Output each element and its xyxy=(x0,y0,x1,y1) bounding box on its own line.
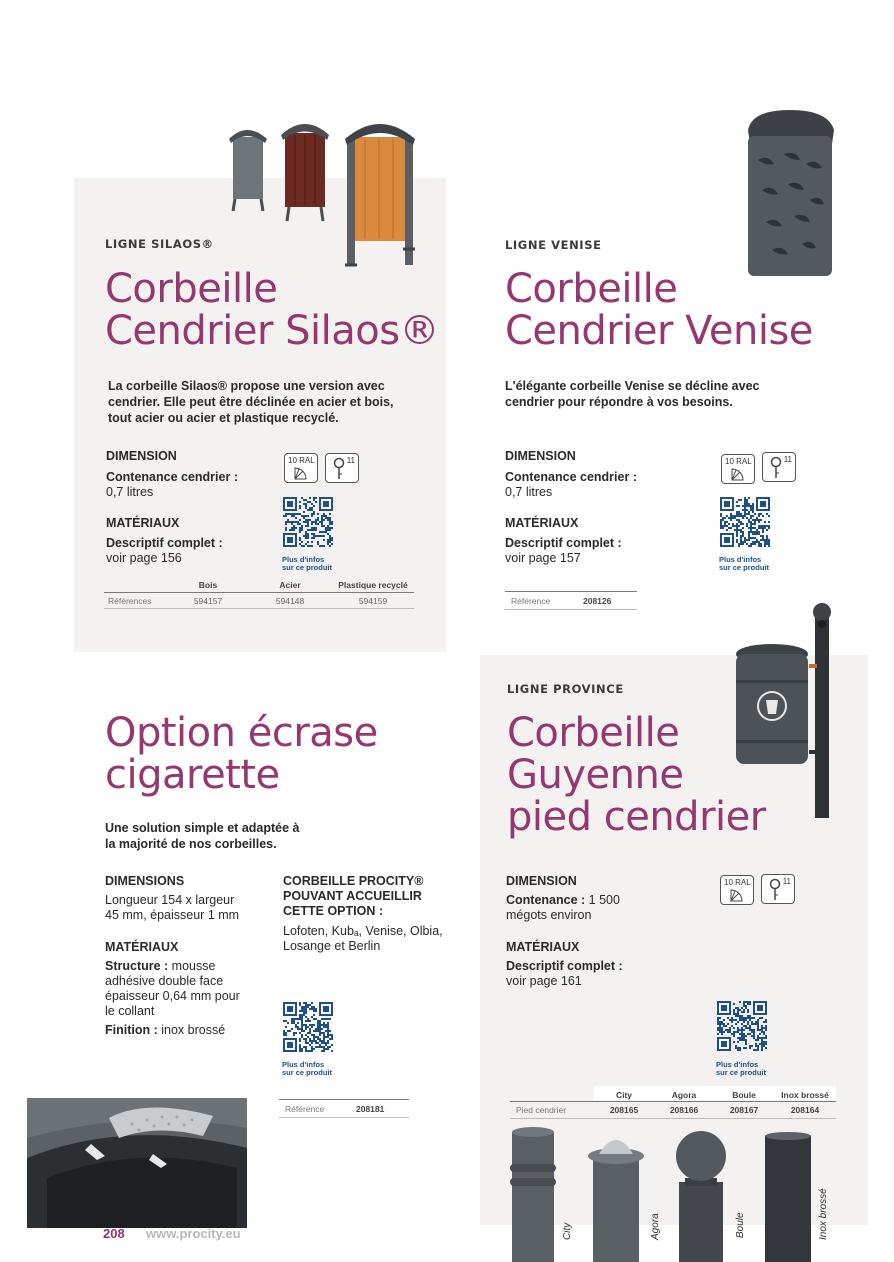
venise-contenance-label: Contenance cendrier : xyxy=(505,470,637,484)
venise-descriptif-label: Descriptif complet : xyxy=(505,536,622,550)
ref-value-boule: 208167 xyxy=(729,1105,759,1115)
ref-row-label: Références xyxy=(108,596,152,606)
option-dimensions-value: Longueur 154 x largeur 45 mm, épaisseur 1 mm xyxy=(105,893,240,922)
ref-divider xyxy=(104,592,414,593)
province-descriptif-label: Descriptif complet : xyxy=(506,959,623,973)
key-badge-number: 11 xyxy=(783,455,792,464)
ral-badge-label: 10 RAL xyxy=(724,878,751,887)
silaos-reference-table xyxy=(104,578,414,610)
option-qr-code[interactable] xyxy=(283,1002,333,1052)
pole-city-image xyxy=(508,1126,558,1262)
key-badge-number: 11 xyxy=(346,456,355,465)
palette-icon xyxy=(730,888,746,902)
venise-ral-badge xyxy=(721,454,755,484)
qr-caption-line-1: Plus d'infos xyxy=(716,1060,759,1069)
venise-qr-caption xyxy=(719,556,769,572)
option-materiaux-heading: MATÉRIAUX xyxy=(105,940,179,954)
pole-label-agora: Agora xyxy=(650,1213,661,1240)
ref-row-label: Référence xyxy=(285,1104,325,1114)
ref-header-city: City xyxy=(615,1090,633,1100)
venise-reference-table xyxy=(505,591,637,611)
ref-value-agora: 208166 xyxy=(669,1105,699,1115)
option-compat-value: Lofoten, Kubₐ, Venise, Olbia, Losange et Berlin xyxy=(283,924,443,953)
key-icon xyxy=(332,457,346,481)
key-badge-number: 11 xyxy=(782,877,791,886)
ref-row-label: Pied cendrier xyxy=(516,1105,567,1115)
qr-caption-line-1: Plus d'infos xyxy=(282,1060,325,1069)
venise-product-image xyxy=(742,110,838,282)
pole-label-city: City xyxy=(562,1222,573,1240)
option-qr-caption xyxy=(282,1061,332,1077)
option-reference-table xyxy=(279,1099,409,1119)
option-compat-heading: CORBEILLE PROCITY® POUVANT ACCUEILLIR CETTE OPTION : xyxy=(283,874,424,918)
option-intro: Une solution simple et adaptée à la majorité de nos corbeilles. xyxy=(105,821,300,851)
ral-badge-label: 10 RAL xyxy=(725,457,752,466)
venise-contenance-value: 0,7 litres xyxy=(505,485,553,499)
silaos-eyebrow: LIGNE SILAOS® xyxy=(105,237,214,251)
ref-divider-bottom xyxy=(104,608,414,609)
website-link[interactable]: www.procity.eu xyxy=(146,1226,241,1241)
ref-value-acier: 594148 xyxy=(275,596,305,606)
ref-header-acier: Acier xyxy=(279,580,301,590)
option-title: Option écrase cigarette xyxy=(105,710,378,798)
qr-caption-line-2: sur ce produit xyxy=(282,1068,333,1077)
ref-value-inox: 208164 xyxy=(790,1105,820,1115)
finition-label: Finition : xyxy=(105,1023,158,1037)
ref-divider-bottom xyxy=(505,609,637,610)
province-contenance xyxy=(506,893,636,923)
ref-divider xyxy=(279,1099,409,1100)
contenance-label: Contenance : xyxy=(506,893,586,907)
pole-inox-image xyxy=(763,1132,813,1262)
silaos-product-image xyxy=(225,115,425,275)
venise-title: Corbeille Cendrier Venise xyxy=(505,266,813,354)
structure-value: mousse adhésive double face épaisseur 0,64 mm pour le collant xyxy=(105,959,240,1018)
ref-header-boule: Boule xyxy=(732,1090,756,1100)
venise-descriptif-value: voir page 157 xyxy=(505,551,581,565)
ref-divider-bottom xyxy=(510,1118,836,1119)
ref-row-label: Référence xyxy=(511,596,551,606)
silaos-qr-caption xyxy=(282,556,332,572)
qr-caption-line-1: Plus d'infos xyxy=(719,555,762,564)
silaos-dimension-heading: DIMENSION xyxy=(106,449,177,463)
palette-icon xyxy=(731,467,747,481)
venise-materiaux-heading: MATÉRIAUX xyxy=(505,516,579,530)
silaos-key-badge xyxy=(325,453,359,483)
venise-key-badge xyxy=(762,452,796,482)
silaos-materiaux-heading: MATÉRIAUX xyxy=(106,516,180,530)
venise-eyebrow: LIGNE VENISE xyxy=(505,238,602,252)
ref-value-plastique: 594159 xyxy=(358,596,388,606)
province-key-badge xyxy=(761,874,795,904)
ref-header-inox: Inox brossé xyxy=(781,1090,829,1100)
option-finition xyxy=(105,1023,225,1038)
pole-label-boule: Boule xyxy=(735,1212,746,1238)
ref-divider xyxy=(505,591,637,592)
province-dimension-heading: DIMENSION xyxy=(506,874,577,888)
province-ral-badge xyxy=(720,875,754,905)
qr-caption-line-2: sur ce produit xyxy=(716,1068,767,1077)
ref-value-bois: 594157 xyxy=(193,596,223,606)
silaos-intro: La corbeille Silaos® propose une version avec cendrier. Elle peut être déclinée en acier et bois, tout acier ou acier et plastique recyclé. xyxy=(108,379,394,425)
qr-caption-line-2: sur ce produit xyxy=(719,563,770,572)
palette-icon xyxy=(294,466,310,480)
province-eyebrow: LIGNE PROVINCE xyxy=(507,682,624,696)
province-qr-caption xyxy=(716,1061,766,1077)
option-structure xyxy=(105,959,250,1019)
ref-divider xyxy=(510,1101,836,1102)
pole-label-inox: Inox brossé xyxy=(818,1188,829,1240)
contenance-value: 1 500 mégots environ xyxy=(506,893,620,922)
qr-caption-line-2: sur ce produit xyxy=(282,563,333,572)
qr-caption-line-1: Plus d'infos xyxy=(282,555,325,564)
key-icon xyxy=(769,456,783,480)
silaos-qr-code[interactable] xyxy=(283,497,333,547)
ref-header-bois: Bois xyxy=(198,580,218,590)
province-materiaux-heading: MATÉRIAUX xyxy=(506,940,580,954)
province-qr-code[interactable] xyxy=(717,1001,767,1051)
ref-divider-bottom xyxy=(279,1117,409,1118)
venise-intro: L'élégante corbeille Venise se décline avec cendrier pour répondre à vos besoins. xyxy=(505,379,760,409)
ref-value-city: 208165 xyxy=(609,1105,639,1115)
ref-header-plastique: Plastique recyclé xyxy=(338,580,408,590)
silaos-ral-badge xyxy=(284,453,318,483)
venise-qr-code[interactable] xyxy=(720,497,770,547)
ref-header-agora: Agora xyxy=(671,1090,697,1100)
structure-label: Structure : xyxy=(105,959,169,973)
silaos-descriptif-value: voir page 156 xyxy=(106,551,182,565)
key-icon xyxy=(768,878,782,902)
ral-badge-label: 10 RAL xyxy=(288,456,315,465)
page-number: 208 xyxy=(103,1226,125,1241)
province-descriptif-value: voir page 161 xyxy=(506,974,582,988)
ref-value: 208126 xyxy=(583,596,612,606)
option-product-image xyxy=(27,1098,247,1228)
pole-agora-image xyxy=(587,1132,645,1262)
province-reference-table xyxy=(510,1086,836,1120)
option-dimensions-heading: DIMENSIONS xyxy=(105,874,185,888)
finition-value: inox brossé xyxy=(157,1023,226,1037)
ref-value: 208181 xyxy=(356,1104,385,1114)
silaos-title: Corbeille Cendrier Silaos® xyxy=(105,266,440,354)
silaos-contenance-label: Contenance cendrier : xyxy=(106,470,238,484)
silaos-contenance-value: 0,7 litres xyxy=(106,485,154,499)
pole-boule-image xyxy=(673,1130,729,1262)
silaos-descriptif-label: Descriptif complet : xyxy=(106,536,223,550)
venise-dimension-heading: DIMENSION xyxy=(505,449,576,463)
province-title: Corbeille Guyenne pied cendrier xyxy=(507,710,766,840)
